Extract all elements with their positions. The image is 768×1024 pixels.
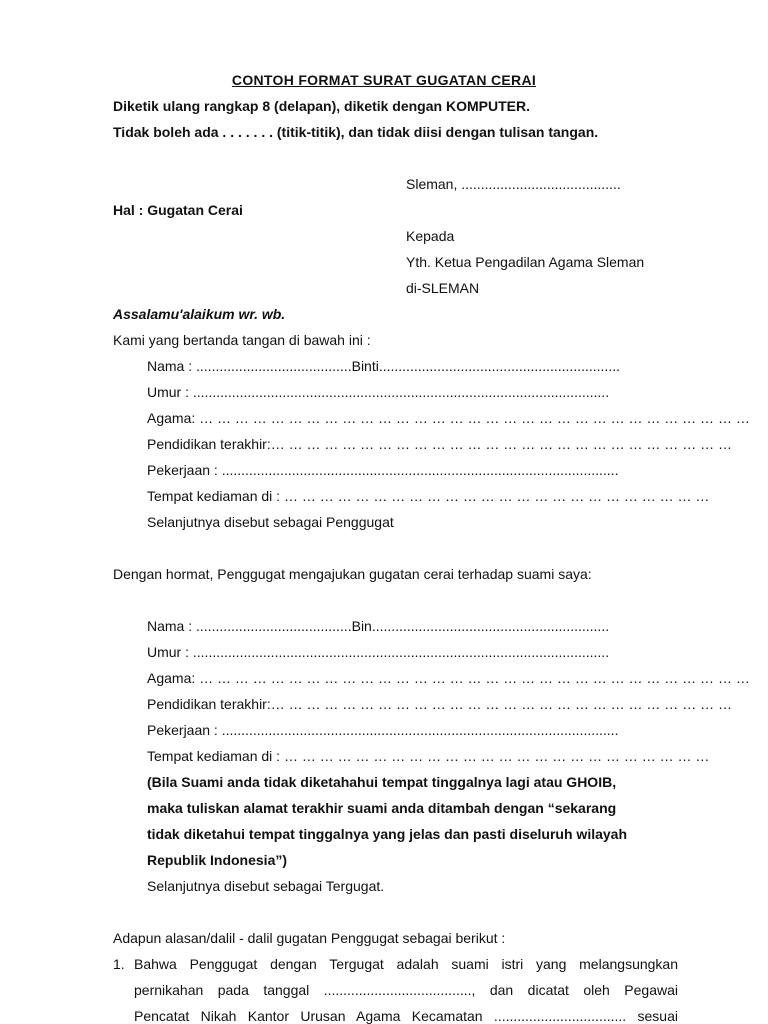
plaintiff-agama: Agama: … … … … … … … … … … … … … … … … … … … … … … … … … … … … … … … [147,410,750,426]
intro-text: Kami yang bertanda tangan di bawah ini : [113,332,371,348]
ghoib-note-line-1: (Bila Suami anda tidak diketahahui tempat tinggalnya lagi atau GHOIB, [147,774,617,790]
ground-1-line-2: pernikahan pada tanggal ......................................, dan dicatat oleh Pegawai [134,982,678,998]
instruction-line-2: Tidak boleh ada . . . . . . . (titik-titik), dan tidak diisi dengan tulisan tangan. [113,124,599,140]
defendant-pekerjaan: Pekerjaan : ...................................................................................................... [147,722,619,738]
defendant-pendidikan: Pendidikan terakhir:… … … … … … … … … … … … … … … … … … … … … … … … … … [147,696,732,712]
ground-1-line-3: Pencatat Nikah Kantor Urusan Agama Kecamatan .................................. sesuai [134,1008,678,1024]
plaintiff-designation: Selanjutnya disebut sebagai Penggugat [147,514,394,530]
plaintiff-umur: Umur : ........................................................................................................... [147,384,610,400]
ground-number: 1. [113,956,125,972]
plaintiff-pekerjaan: Pekerjaan : ...................................................................................................... [147,462,619,478]
defendant-agama: Agama: … … … … … … … … … … … … … … … … … … … … … … … … … … … … … … … [147,670,750,686]
ground-1-line-1: Bahwa Penggugat dengan Tergugat adalah suami istri yang melangsungkan [134,956,678,972]
defendant-tempat: Tempat kediaman di : … … … … … … … … … … … … … … … … … … … … … … … … [147,748,710,764]
statement-text: Dengan hormat, Penggugat mengajukan gugatan cerai terhadap suami saya: [113,566,592,582]
plaintiff-nama: Nama : ........................................Binti.............................................................. [147,358,620,374]
defendant-nama: Nama : ........................................Bin............................................................. [147,618,610,634]
ghoib-note-line-3: tidak diketahui tempat tinggalnya yang jelas dan pasti diseluruh wilayah [147,826,628,842]
instruction-line-1: Diketik ulang rangkap 8 (delapan), diketik dengan KOMPUTER. [113,98,530,114]
place-date: Sleman, ......................................... [406,176,621,192]
defendant-designation: Selanjutnya disebut sebagai Tergugat. [147,878,385,894]
subject-line: Hal : Gugatan Cerai [113,202,243,218]
recipient-to: Kepada [406,228,455,244]
recipient-name: Yth. Ketua Pengadilan Agama Sleman [406,254,645,270]
ghoib-note-line-2: maka tuliskan alamat terakhir suami anda ditambah dengan “sekarang [147,800,617,816]
plaintiff-tempat: Tempat kediaman di : … … … … … … … … … … … … … … … … … … … … … … … … [147,488,710,504]
plaintiff-pendidikan: Pendidikan terakhir:… … … … … … … … … … … … … … … … … … … … … … … … … … [147,436,732,452]
greeting: Assalamu'alaikum wr. wb. [113,306,286,322]
grounds-intro: Adapun alasan/dalil - dalil gugatan Penggugat sebagai berikut : [113,930,506,946]
recipient-location: di-SLEMAN [406,280,480,296]
defendant-umur: Umur : ........................................................................................................... [147,644,610,660]
ghoib-note-line-4: Republik Indonesia”) [147,852,288,868]
document-title: CONTOH FORMAT SURAT GUGATAN CERAI [231,72,537,88]
